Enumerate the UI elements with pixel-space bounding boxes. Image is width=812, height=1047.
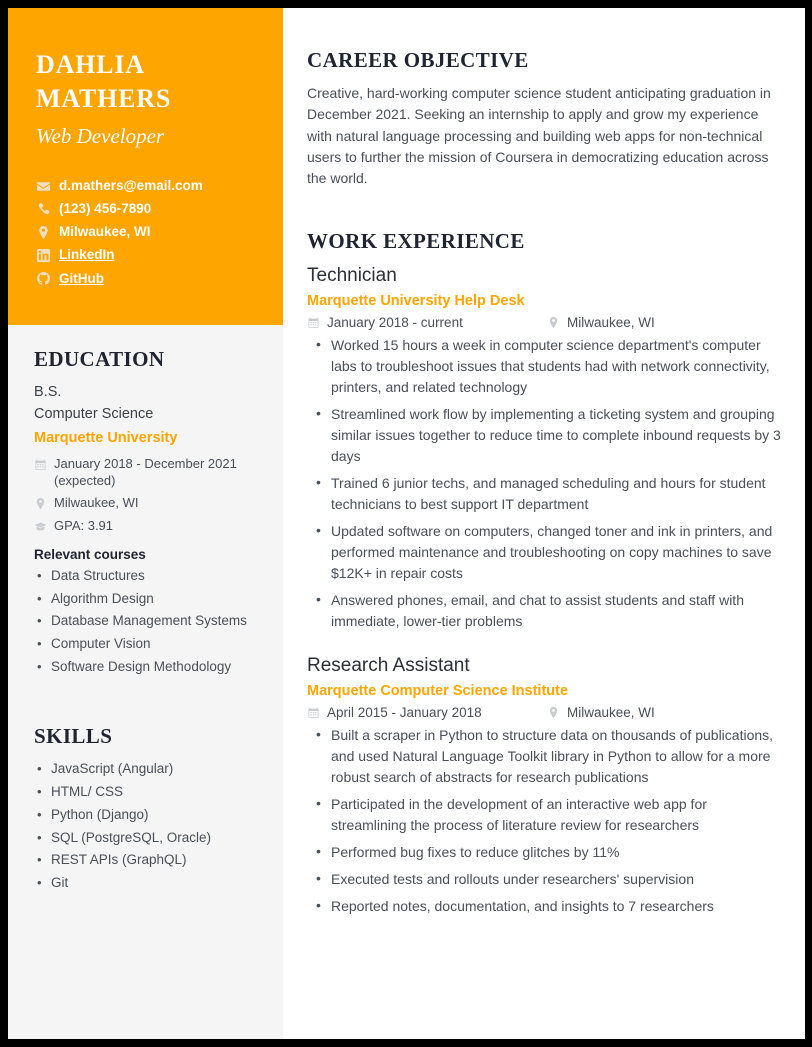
- education-school: Marquette University: [34, 429, 178, 446]
- job-dates: January 2018 - current: [327, 315, 463, 331]
- job-role: Research Assistant: [307, 655, 470, 677]
- list-item: • Python (Django): [34, 804, 257, 826]
- contact-github[interactable]: [36, 271, 255, 287]
- contact-github-text[interactable]: GitHub: [59, 270, 104, 286]
- map-pin-icon: [36, 225, 51, 240]
- list-item: • Participated in the development of an interactive web app for streamlining the process of literature review for researchers: [311, 794, 781, 836]
- sidebar-body: [8, 325, 283, 1039]
- list-item: • Built a scraper in Python to structure data on thousands of publications, and used Natural Language Toolkit library in Python to allow for a more robust search of abstracts for research publications: [311, 725, 781, 788]
- education-location-row: [34, 494, 257, 511]
- github-icon: [36, 271, 51, 286]
- education-dates: January 2018 - December 2021 (expected): [54, 456, 237, 489]
- list-item: • Worked 15 hours a week in computer science department's computer labs to troubleshoot issues that students had with network connectivity, printers, and related technology: [311, 335, 781, 398]
- list-item: • Updated software on computers, changed toner and ink in printers, and performed maintenance and troubleshooting on copy machines to save $12K+ in repair costs: [311, 521, 781, 584]
- sidebar-header: [8, 8, 283, 325]
- list-item: • Data Structures: [34, 565, 257, 587]
- calendar-icon: [307, 316, 320, 329]
- graduation-cap-icon: [34, 520, 47, 533]
- job-bullets: [307, 335, 781, 632]
- career-objective-section: [307, 48, 781, 189]
- education-section: [34, 347, 257, 678]
- list-item: • HTML/ CSS: [34, 781, 257, 803]
- map-pin-icon: [547, 316, 560, 329]
- contact-location: [36, 224, 255, 240]
- education-location: Milwaukee, WI: [54, 495, 139, 511]
- education-dates-row: [34, 455, 257, 489]
- job-role: Technician: [307, 265, 397, 287]
- resume-page: [8, 8, 805, 1039]
- contact-linkedin-text[interactable]: LinkedIn: [59, 247, 115, 263]
- job-location: Milwaukee, WI: [567, 704, 655, 720]
- map-pin-icon: [34, 497, 47, 510]
- work-experience-section: [307, 229, 781, 916]
- job-organization: Marquette Computer Science Institute: [307, 682, 569, 699]
- linkedin-icon: [36, 248, 51, 263]
- list-item: • SQL (PostgreSQL, Oracle): [34, 827, 257, 849]
- main-content: [283, 8, 805, 1039]
- contact-email: [36, 178, 255, 194]
- education-gpa-row: [34, 517, 257, 534]
- job-meta: [307, 705, 781, 720]
- contact-linkedin[interactable]: [36, 247, 255, 263]
- skills-list: [34, 758, 257, 894]
- list-item: • Software Design Methodology: [34, 656, 257, 678]
- skills-section: [34, 724, 257, 894]
- job-dates-group: [307, 315, 547, 330]
- job-location-group: [547, 315, 655, 330]
- list-item: • Answered phones, email, and chat to assist students and staff with immediate, lower-tier problems: [311, 590, 781, 632]
- contact-email-text: d.mathers@email.com: [59, 177, 203, 193]
- job-dates: April 2015 - January 2018: [327, 704, 482, 720]
- sidebar: [8, 8, 283, 1039]
- relevant-courses-list: [34, 565, 257, 678]
- first-name: DAHLIA: [36, 50, 145, 79]
- section-spacer: [307, 189, 781, 229]
- job-organization: Marquette University Help Desk: [307, 293, 525, 310]
- job-location-group: [547, 705, 655, 720]
- job-title: Web Developer: [36, 123, 165, 148]
- education-degree: B.S.: [34, 384, 62, 400]
- list-item: • Git: [34, 872, 257, 894]
- envelope-icon: [36, 179, 51, 194]
- skills-heading: SKILLS: [34, 724, 113, 749]
- list-item: • Database Management Systems: [34, 610, 257, 632]
- list-item: • Algorithm Design: [34, 588, 257, 610]
- work-experience-entry: [307, 264, 781, 632]
- calendar-icon: [307, 706, 320, 719]
- map-pin-icon: [547, 706, 560, 719]
- work-experience-heading: WORK EXPERIENCE: [307, 229, 525, 254]
- contact-phone-text: (123) 456-7890: [59, 201, 152, 217]
- job-location: Milwaukee, WI: [567, 315, 655, 331]
- education-gpa: GPA: 3.91: [54, 517, 114, 533]
- last-name: MATHERS: [36, 84, 172, 114]
- contact-location-text: Milwaukee, WI: [59, 224, 151, 240]
- job-bullets: [307, 725, 781, 917]
- list-item: • JavaScript (Angular): [34, 758, 257, 780]
- education-major: Computer Science: [34, 406, 154, 423]
- calendar-icon: [34, 458, 47, 471]
- phone-icon: [36, 202, 51, 217]
- list-item: • Reported notes, documentation, and insights to 7 researchers: [311, 896, 781, 917]
- list-item: • Trained 6 junior techs, and managed scheduling and hours for student technicians to best support IT department: [311, 473, 781, 515]
- job-dates-group: [307, 705, 547, 720]
- list-item: • Executed tests and rollouts under researchers' supervision: [311, 869, 781, 890]
- contact-phone: [36, 201, 255, 217]
- job-meta: [307, 315, 781, 330]
- list-item: • Computer Vision: [34, 633, 257, 655]
- list-item: • Performed bug fixes to reduce glitches by 11%: [311, 842, 781, 863]
- contact-list: [36, 178, 255, 287]
- education-heading: EDUCATION: [34, 347, 165, 371]
- list-item: • Streamlined work flow by implementing a ticketing system and grouping similar issues together to reduce time to complete inbound requests by 3 days: [311, 404, 781, 467]
- career-objective-text: Creative, hard-working computer science student anticipating graduation in December 2021. Seeking an internship to apply and grow my experience with natural language processing and building web apps for non-technical users to further the mission of Coursera in democratizing education across the world.: [307, 85, 771, 187]
- relevant-courses-label: Relevant courses: [34, 546, 146, 562]
- list-item: • REST APIs (GraphQL): [34, 849, 257, 871]
- work-experience-entry: [307, 654, 781, 917]
- career-objective-heading: CAREER OBJECTIVE: [307, 48, 529, 72]
